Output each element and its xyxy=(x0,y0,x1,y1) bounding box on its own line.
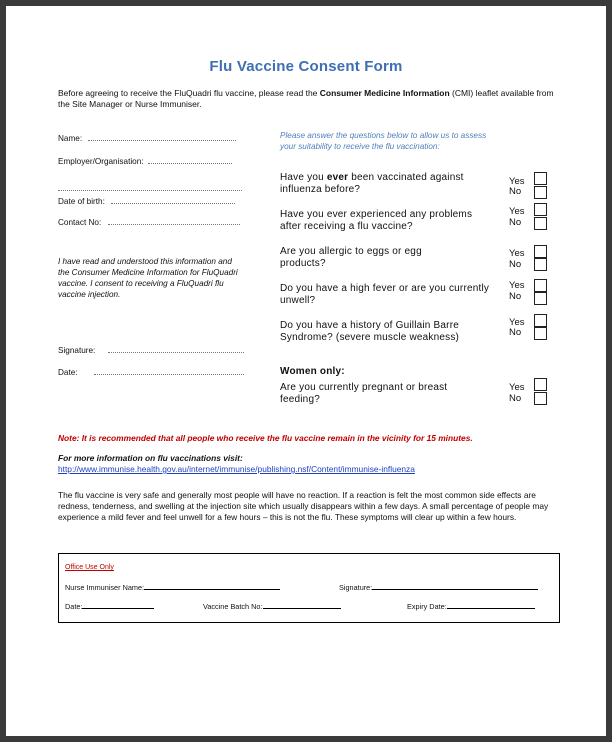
office-date-row xyxy=(65,601,154,611)
question-3: Are you allergic to eggs or egg products? xyxy=(280,246,422,269)
question-4: Do you have a high fever or are you currently unwell? xyxy=(280,283,490,306)
question-1: Have you ever been vaccinated against influenza before? xyxy=(280,172,464,195)
q2-no-checkbox[interactable] xyxy=(534,217,547,230)
nurse-name-row xyxy=(65,582,280,592)
office-signature-row xyxy=(339,582,538,592)
office-signature-label: Signature: xyxy=(339,583,373,592)
office-date-label: Date: xyxy=(65,602,83,611)
office-signature-line[interactable] xyxy=(372,582,538,590)
q1-no-checkbox[interactable] xyxy=(534,186,547,199)
q6-yes-label: Yes xyxy=(509,382,525,393)
question-2: Have you ever experienced any problems after receiving a flu vaccine? xyxy=(280,209,473,232)
signature-input-line[interactable] xyxy=(108,344,244,353)
q5-yes-checkbox[interactable] xyxy=(534,314,547,327)
q4-no-checkbox[interactable] xyxy=(534,292,547,305)
question-5: Do you have a history of Guillain Barre Syndrome? (severe muscle weakness) xyxy=(280,320,460,343)
dob-field-row xyxy=(58,195,235,206)
q5-no-checkbox[interactable] xyxy=(534,327,547,340)
safety-paragraph: The flu vaccine is very safe and generally most people will have no reaction. If a reaction is felt the most common side effects are redness, tenderness, and swelling at the injection site which usually disappears within a few days. A small percentage of people may experience a mild fever and feel unwell for a few hours – this is not the flu. These symptoms will clear up within a few hours. xyxy=(58,490,549,522)
name-input-line[interactable] xyxy=(88,132,236,141)
nurse-name-label: Nurse Immuniser Name: xyxy=(65,583,145,592)
date-field-row xyxy=(58,366,244,377)
signature-label: Signature: xyxy=(58,346,96,355)
questions-instruction: Please answer the questions below to allow us to assess your suitability to receive the flu vaccination: xyxy=(280,131,487,151)
name-field-row xyxy=(58,132,236,143)
expiry-row xyxy=(407,601,535,611)
q1-yes-label: Yes xyxy=(509,176,525,187)
q4-yes-checkbox[interactable] xyxy=(534,279,547,292)
employer-field-row xyxy=(58,155,232,166)
date-label: Date: xyxy=(58,368,78,377)
expiry-label: Expiry Date: xyxy=(407,602,447,611)
q6-yes-checkbox[interactable] xyxy=(534,378,547,391)
nurse-name-line[interactable] xyxy=(144,582,280,590)
women-only-heading: Women only: xyxy=(280,366,345,377)
q4-no-label: No xyxy=(509,291,522,302)
form-title: Flu Vaccine Consent Form xyxy=(209,58,403,75)
question-6: Are you currently pregnant or breast feeding? xyxy=(280,382,448,405)
intro-part1: Before agreeing to receive the FluQuadri flu vaccine, please read the xyxy=(58,88,320,98)
batch-row xyxy=(203,601,341,611)
q1-no-label: No xyxy=(509,186,522,197)
contact-input-line[interactable] xyxy=(108,216,240,225)
immunise-link[interactable]: http://www.immunise.health.gov.au/internet/immunise/publishing.nsf/Content/immunise-influenza xyxy=(58,464,415,474)
dob-input-line[interactable] xyxy=(111,195,235,204)
q2-no-label: No xyxy=(509,217,522,228)
office-date-line[interactable] xyxy=(82,601,154,609)
employer-extra-line[interactable] xyxy=(58,178,242,196)
contact-label: Contact No: xyxy=(58,218,102,227)
more-info-heading: For more information on flu vaccinations visit: xyxy=(58,453,243,463)
q3-no-label: No xyxy=(509,259,522,270)
date-input-line[interactable] xyxy=(94,366,244,375)
q1-yes-checkbox[interactable] xyxy=(534,172,547,185)
employer-label: Employer/Organisation: xyxy=(58,157,144,166)
q3-yes-label: Yes xyxy=(509,248,525,259)
signature-field-row xyxy=(58,344,244,355)
declaration-text: I have read and understood this information and the Consumer Medicine Information for FluQuadri vaccine. I consent to receiving a FluQuadri flu vaccine injection. xyxy=(58,257,238,299)
contact-field-row xyxy=(58,216,240,227)
q6-no-label: No xyxy=(509,393,522,404)
q5-no-label: No xyxy=(509,327,522,338)
employer-input-line[interactable] xyxy=(148,155,232,164)
q3-no-checkbox[interactable] xyxy=(534,258,547,271)
q2-yes-checkbox[interactable] xyxy=(534,203,547,216)
q2-yes-label: Yes xyxy=(509,206,525,217)
q6-no-checkbox[interactable] xyxy=(534,392,547,405)
name-label: Name: xyxy=(58,134,83,143)
note-text: Note: It is recommended that all people who receive the flu vaccine remain in the vicinity for 15 minutes. xyxy=(58,433,473,443)
q4-yes-label: Yes xyxy=(509,280,525,291)
consent-form-page xyxy=(6,6,606,736)
q5-yes-label: Yes xyxy=(509,317,525,328)
intro-cmi-bold: Consumer Medicine Information xyxy=(319,88,450,98)
dob-label: Date of birth: xyxy=(58,197,105,206)
q3-yes-checkbox[interactable] xyxy=(534,245,547,258)
expiry-line[interactable] xyxy=(447,601,535,609)
intro-text xyxy=(58,88,558,110)
batch-line[interactable] xyxy=(263,601,341,609)
intro-part2: (CMI) leaflet available from the Site Manager or Nurse Immuniser. xyxy=(58,88,554,109)
batch-label: Vaccine Batch No: xyxy=(203,602,263,611)
office-use-box xyxy=(58,553,560,623)
office-use-title: Office Use Only xyxy=(65,564,114,571)
